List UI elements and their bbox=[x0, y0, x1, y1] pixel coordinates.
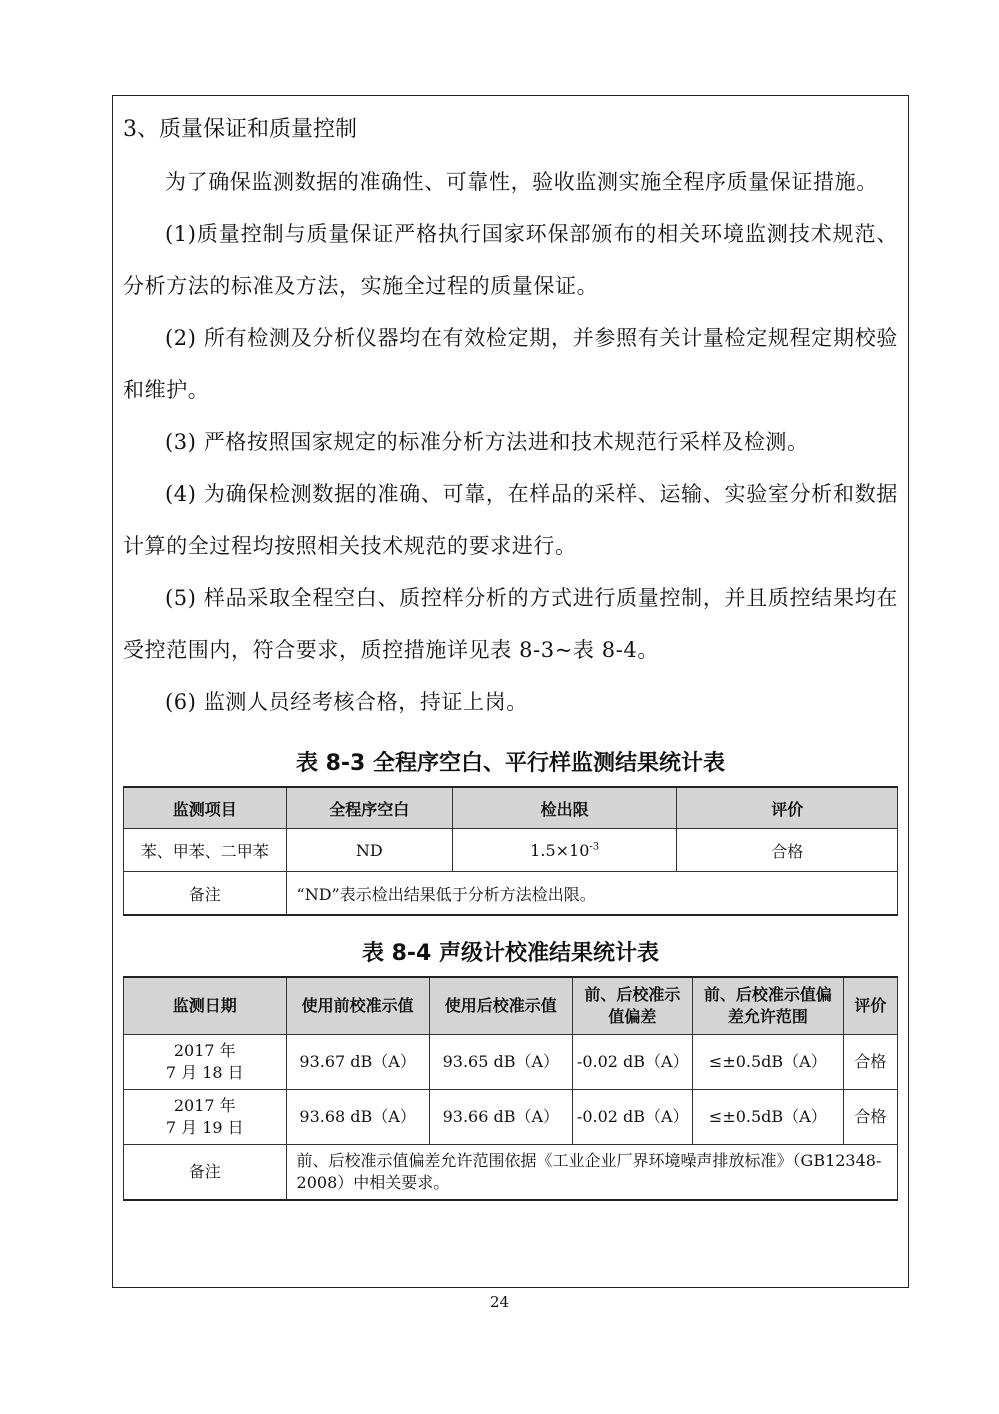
cell-blank: ND bbox=[286, 829, 452, 872]
col-header-before: 使用前校准示值 bbox=[286, 977, 429, 1035]
cell-after: 93.65 dB（A） bbox=[429, 1035, 572, 1090]
col-header-date: 监测日期 bbox=[124, 977, 287, 1035]
cell-deviation: -0.02 dB（A） bbox=[572, 1035, 692, 1090]
cell-before: 93.68 dB（A） bbox=[286, 1090, 429, 1145]
table-8-4 bbox=[123, 976, 898, 1201]
note-text: 前、后校准示值偏差允许范围依据《工业企业厂界环境噪声排放标准》（GB12348-2008）中相关要求。 bbox=[286, 1145, 897, 1201]
limit-exponent: -3 bbox=[589, 841, 600, 853]
cell-limit bbox=[452, 829, 676, 872]
intro-paragraph: 为了确保监测数据的准确性、可靠性，验收监测实施全程序质量保证措施。 bbox=[165, 170, 878, 194]
cell-allowed: ≤±0.5dB（A） bbox=[692, 1035, 843, 1090]
qa-item-4: (4) 为确保检测数据的准确、可靠，在样品的采样、运输、实验室分析和数据计算的全过程均按照相关技术规范的要求进行。 bbox=[123, 482, 898, 558]
table-header-row bbox=[124, 977, 898, 1035]
qa-item-1: (1)质量控制与质量保证严格执行国家环保部颁布的相关环境监测技术规范、分析方法的标准及方法，实施全过程的质量保证。 bbox=[123, 222, 898, 298]
col-header-after: 使用后校准示值 bbox=[429, 977, 572, 1035]
cell-date bbox=[124, 1090, 287, 1145]
col-header-blank: 全程序空白 bbox=[286, 787, 452, 829]
table-row bbox=[124, 1035, 898, 1090]
table-note-row bbox=[124, 1145, 898, 1201]
page-number: 24 bbox=[489, 1293, 510, 1311]
cell-eval: 合格 bbox=[843, 1035, 897, 1090]
page-content bbox=[123, 106, 898, 1201]
date-year: 2017 年 bbox=[173, 1041, 236, 1060]
date-day: 7 月 18 日 bbox=[165, 1063, 244, 1082]
table-8-3-caption: 表 8-3 全程序空白、平行样监测结果统计表 bbox=[295, 751, 726, 776]
note-label: 备注 bbox=[124, 1145, 287, 1201]
limit-base: 1.5×10 bbox=[530, 840, 590, 860]
date-day: 7 月 19 日 bbox=[165, 1118, 244, 1137]
cell-eval: 合格 bbox=[677, 829, 898, 872]
qa-item-5: (5) 样品采取全程空白、质控样分析的方式进行质量控制，并且质控结果均在受控范围内，符合要求，质控措施详见表 8-3~表 8-4。 bbox=[123, 586, 898, 662]
cell-deviation: -0.02 dB（A） bbox=[572, 1090, 692, 1145]
table-row bbox=[124, 1090, 898, 1145]
cell-date bbox=[124, 1035, 287, 1090]
note-text: “ND”表示检出结果低于分析方法检出限。 bbox=[286, 872, 897, 916]
col-header-eval: 评价 bbox=[843, 977, 897, 1035]
qa-item-2: (2) 所有检测及分析仪器均在有效检定期，并参照有关计量检定规程定期校验和维护。 bbox=[123, 326, 898, 402]
note-label: 备注 bbox=[124, 872, 287, 916]
qa-item-6: (6) 监测人员经考核合格，持证上岗。 bbox=[165, 690, 528, 714]
page-frame bbox=[112, 95, 909, 1288]
cell-allowed: ≤±0.5dB（A） bbox=[692, 1090, 843, 1145]
table-note-row bbox=[124, 872, 898, 916]
table-header-row bbox=[124, 787, 898, 829]
table-8-4-caption: 表 8-4 声级计校准结果统计表 bbox=[361, 941, 660, 966]
cell-item: 苯、甲苯、二甲苯 bbox=[124, 829, 287, 872]
table-8-3 bbox=[123, 786, 898, 916]
col-header-eval: 评价 bbox=[677, 787, 898, 829]
col-header-allowed: 前、后校准示值偏差允许范围 bbox=[692, 977, 843, 1035]
col-header-item: 监测项目 bbox=[124, 787, 287, 829]
cell-after: 93.66 dB（A） bbox=[429, 1090, 572, 1145]
col-header-limit: 检出限 bbox=[452, 787, 676, 829]
cell-before: 93.67 dB（A） bbox=[286, 1035, 429, 1090]
section-heading: 3、质量保证和质量控制 bbox=[123, 117, 357, 142]
table-row bbox=[124, 829, 898, 872]
cell-eval: 合格 bbox=[843, 1090, 897, 1145]
qa-item-3: (3) 严格按照国家规定的标准分析方法进和技术规范行采样及检测。 bbox=[165, 430, 809, 454]
date-year: 2017 年 bbox=[173, 1096, 236, 1115]
col-header-deviation: 前、后校准示值偏差 bbox=[572, 977, 692, 1035]
